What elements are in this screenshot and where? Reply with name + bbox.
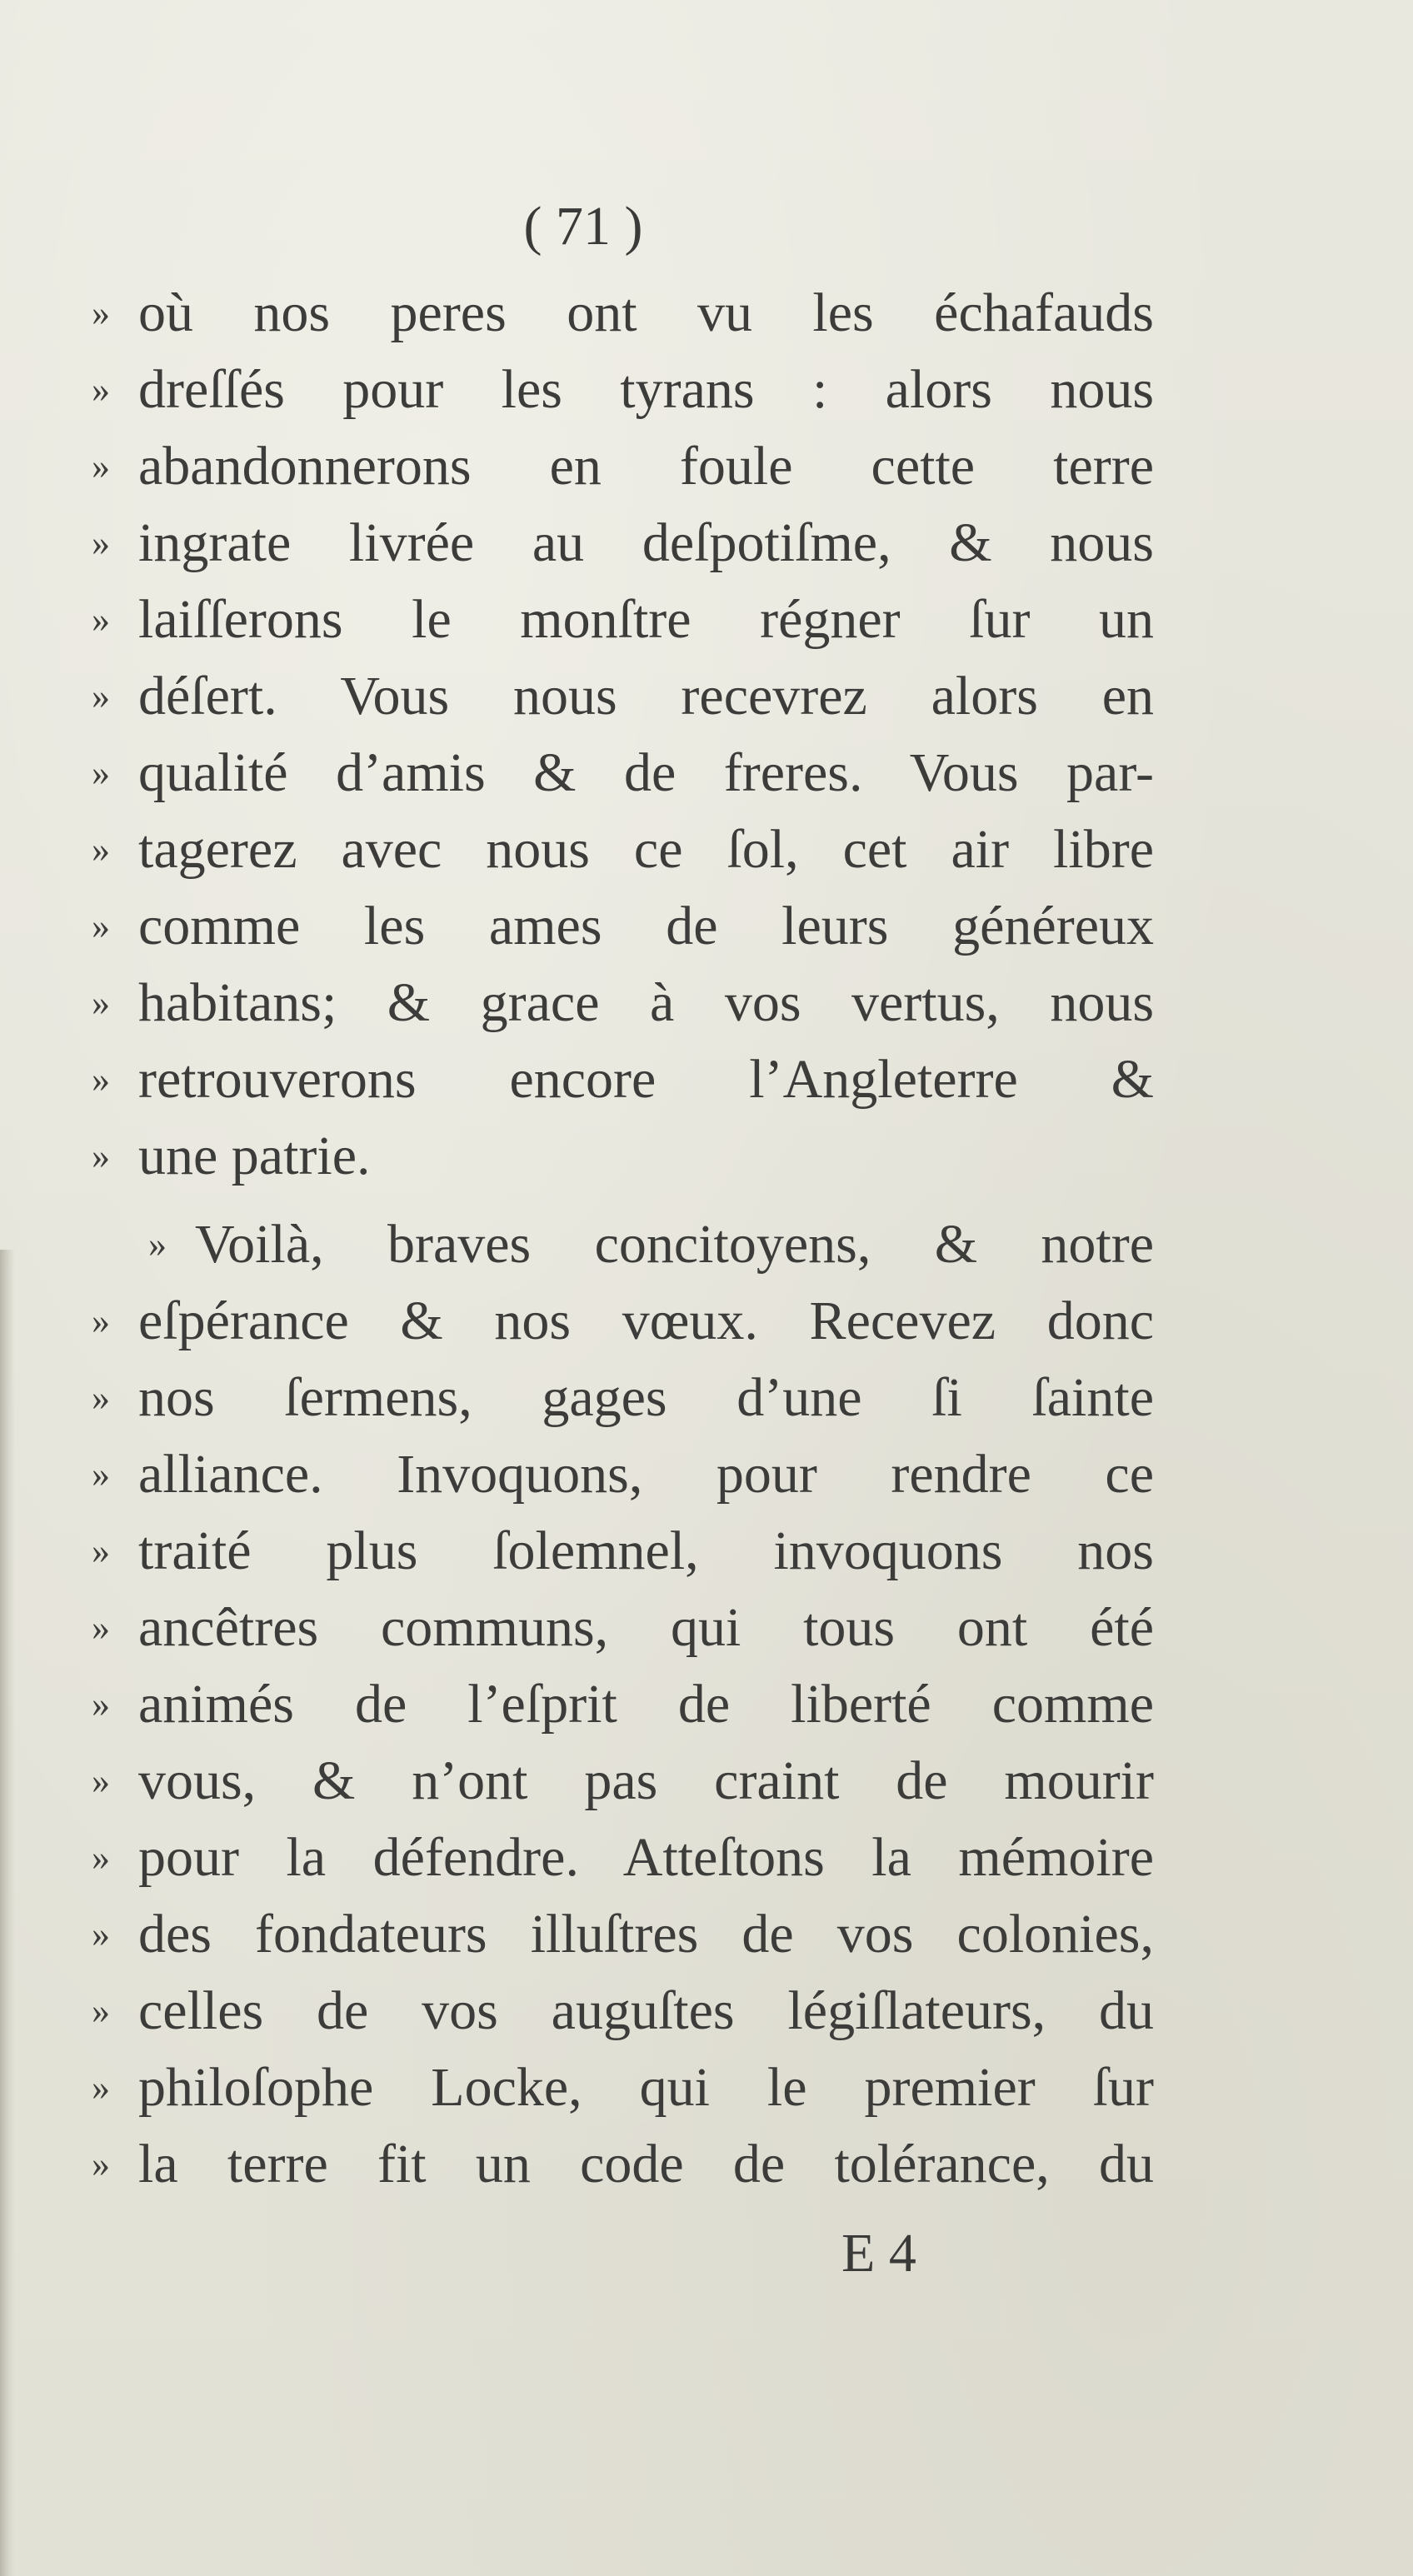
line-text: laiſſerons le monſtre régner ſur un [138, 589, 1154, 650]
line-text: ancêtres communs, qui tous ont été [138, 1597, 1154, 1658]
signature-mark: E 4 [841, 2223, 916, 2284]
quote-mark: » [92, 676, 110, 716]
quote-mark: » [92, 1760, 110, 1801]
quote-mark: » [92, 1914, 110, 1954]
text-line [92, 1896, 1154, 1973]
text-line [92, 1118, 1154, 1195]
line-text: philoſophe Locke, qui le premier ſur [138, 2057, 1154, 2118]
quote-mark: » [92, 906, 110, 946]
line-text: où nos peres ont vu les échafauds [138, 282, 1154, 343]
line-text: traité plus ſolemnel, invoquons nos [138, 1520, 1154, 1581]
text-line [92, 2049, 1154, 2126]
quote-mark: » [92, 1136, 110, 1176]
text-line [92, 1360, 1154, 1436]
line-text: retrouverons encore l’Angleterre & [138, 1049, 1154, 1110]
quote-mark: » [92, 1990, 110, 2031]
quote-mark: » [92, 1059, 110, 1100]
quote-mark: » [92, 1837, 110, 1878]
quote-mark: » [92, 1684, 110, 1725]
paragraph-start-line [92, 1206, 1154, 1283]
quote-mark: » [92, 829, 110, 870]
text-line [92, 505, 1154, 582]
quote-mark: » [92, 369, 110, 410]
text-line [92, 582, 1154, 658]
text-line [92, 735, 1154, 811]
line-text: déſert. Vous nous recevrez alors en [138, 666, 1154, 726]
line-text: celles de vos auguſtes légiſlateurs, du [138, 1980, 1154, 2041]
page-number-header: ( 71 ) [523, 196, 643, 257]
text-line [92, 888, 1154, 965]
text-line [92, 965, 1154, 1041]
quote-mark: » [92, 1530, 110, 1571]
text-line [92, 1436, 1154, 1513]
quote-mark: » [92, 2067, 110, 2108]
line-text: abandonnerons en foule cette terre [138, 436, 1154, 497]
line-text: Voilà, braves concitoyens, & notre [195, 1214, 1154, 1275]
line-text: pour la défendre. Atteſtons la mémoire [138, 1827, 1154, 1888]
text-line [92, 1820, 1154, 1896]
quote-mark: » [92, 522, 110, 563]
quote-mark: » [92, 1607, 110, 1648]
line-text: la terre fit un code de tolérance, du [138, 2134, 1154, 2194]
quote-mark: » [92, 1300, 110, 1341]
text-line [92, 811, 1154, 888]
line-text: dreſſés pour les tyrans : alors nous [138, 359, 1154, 420]
line-text: comme les ames de leurs généreux [138, 896, 1154, 956]
line-text: animés de l’eſprit de liberté comme [138, 1674, 1154, 1735]
line-text: qualité d’amis & de freres. Vous par- [138, 742, 1154, 803]
line-text: nos ſermens, gages d’une ſi ſainte [138, 1367, 1154, 1428]
text-line [92, 1590, 1154, 1666]
quote-mark: » [92, 1377, 110, 1418]
quote-mark: » [92, 982, 110, 1023]
line-text: une patrie. [138, 1126, 371, 1186]
text-line [92, 275, 1154, 352]
text-line [92, 1283, 1154, 1360]
line-text: ingrate livrée au deſpotiſme, & nous [138, 512, 1154, 573]
text-line [92, 1743, 1154, 1820]
quote-mark: » [148, 1224, 167, 1265]
quote-mark: » [92, 1454, 110, 1495]
text-line [92, 1666, 1154, 1743]
quote-mark: » [92, 752, 110, 793]
line-text: vous, & n’ont pas craint de mourir [138, 1750, 1154, 1811]
binding-gutter [0, 1250, 15, 2576]
text-line [92, 658, 1154, 735]
quote-mark: » [92, 292, 110, 333]
line-text: eſpérance & nos vœux. Recevez donc [138, 1290, 1154, 1351]
text-line [92, 352, 1154, 428]
line-text: habitans; & grace à vos vertus, nous [138, 972, 1154, 1033]
quote-mark: » [92, 446, 110, 487]
text-line [92, 1041, 1154, 1118]
text-line [92, 1513, 1154, 1590]
line-text: des fondateurs illuſtres de vos colonies, [138, 1904, 1154, 1964]
text-line [92, 1973, 1154, 2049]
line-text: alliance. Invoquons, pour rendre ce [138, 1444, 1154, 1505]
line-text: tagerez avec nous ce ſol, cet air libre [138, 819, 1154, 880]
text-line [92, 2126, 1154, 2203]
quote-mark: » [92, 599, 110, 640]
text-line [92, 428, 1154, 505]
quote-mark: » [92, 2144, 110, 2184]
